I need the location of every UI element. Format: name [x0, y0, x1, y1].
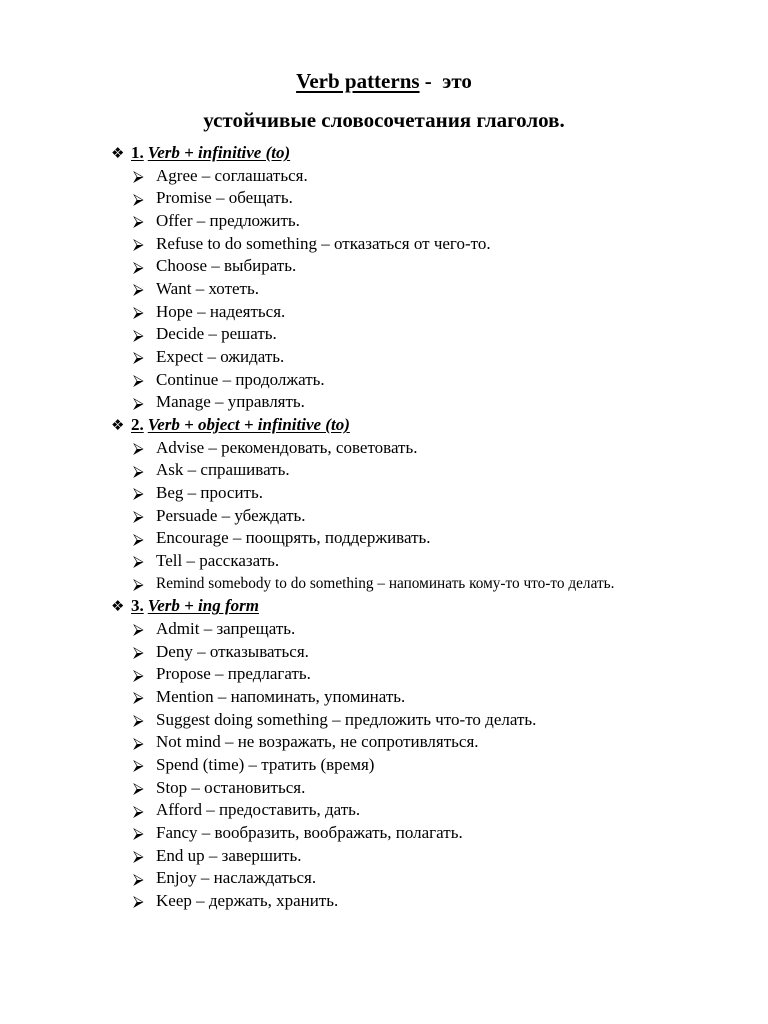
list-item	[111, 618, 751, 641]
list-item-text: Mention – напоминать, упоминать.	[156, 686, 406, 706]
arrow-bullet-icon: ⮚	[133, 506, 144, 525]
arrow-bullet-icon: ⮚	[133, 280, 144, 299]
section-title: Verb + object + infinitive (to)	[147, 415, 350, 435]
arrow-bullet-icon: ⮚	[133, 733, 144, 752]
list-item	[111, 323, 751, 346]
list-item	[111, 686, 751, 709]
list-item	[111, 641, 751, 664]
list-item-text: Keep – держать, хранить.	[156, 891, 339, 911]
list-item	[111, 845, 751, 868]
page-subtitle: устойчивые словосочетания глаголов.	[203, 108, 565, 132]
list-item	[111, 573, 751, 596]
list-item-text: Stop – остановиться.	[156, 777, 306, 797]
section-number: 2.	[131, 415, 144, 435]
list-item-text: Enjoy – наслаждаться.	[156, 868, 317, 888]
list-item-text: Want – хотеть.	[156, 278, 259, 298]
list-item	[111, 822, 751, 845]
list-item	[111, 210, 751, 233]
list-item-text: End up – завершить.	[156, 845, 302, 865]
list-item-text: Advise – рекомендовать, советовать.	[156, 437, 418, 457]
section-number: 3.	[131, 596, 144, 616]
list-item-text: Choose – выбирать.	[156, 256, 297, 276]
diamond-bullet-icon: ❖	[111, 597, 125, 616]
list-item	[111, 799, 751, 822]
list-item	[111, 482, 751, 505]
arrow-bullet-icon: ⮚	[133, 665, 144, 684]
diamond-bullet-icon: ❖	[111, 144, 125, 162]
section-heading	[111, 595, 751, 618]
list-item-text: Remind somebody to do something – напоминать кому-то что-то делать.	[156, 574, 615, 592]
arrow-bullet-icon: ⮚	[133, 642, 144, 661]
list-item-text: Decide – решать.	[156, 324, 277, 344]
list-item-text: Manage – управлять.	[156, 392, 305, 412]
arrow-bullet-icon: ⮚	[133, 779, 144, 798]
title-term: Verb patterns	[296, 69, 420, 93]
list-item-text: Agree – соглашаться.	[156, 165, 308, 185]
list-item	[111, 505, 751, 528]
arrow-bullet-icon: ⮚	[133, 166, 144, 185]
list-item-text: Not mind – не возражать, не сопротивляться.	[156, 732, 479, 752]
arrow-bullet-icon: ⮚	[133, 438, 144, 457]
arrow-bullet-icon: ⮚	[133, 847, 144, 866]
arrow-bullet-icon: ⮚	[133, 348, 144, 367]
arrow-bullet-icon: ⮚	[133, 484, 144, 503]
list-item	[111, 165, 751, 188]
list-item	[111, 754, 751, 777]
verb-pattern-list	[111, 142, 751, 913]
arrow-bullet-icon: ⮚	[133, 325, 144, 344]
list-item-text: Ask – спрашивать.	[156, 460, 290, 480]
list-item	[111, 255, 751, 278]
list-item-text: Suggest doing something – предложить что-то делать.	[156, 709, 537, 729]
list-item	[111, 391, 751, 414]
list-item-text: Spend (time) – тратить (время)	[156, 755, 375, 774]
list-item-text: Propose – предлагать.	[156, 664, 311, 684]
list-item	[111, 301, 751, 324]
list-item-text: Continue – продолжать.	[156, 369, 325, 389]
list-item-text: Persuade – убеждать.	[156, 505, 306, 525]
arrow-bullet-icon: ⮚	[133, 393, 144, 412]
arrow-bullet-icon: ⮚	[133, 529, 144, 548]
arrow-bullet-icon: ⮚	[133, 801, 144, 820]
list-item-text: Admit – запрещать.	[156, 618, 296, 638]
arrow-bullet-icon: ⮚	[133, 824, 144, 843]
list-item	[111, 233, 751, 256]
list-item-text: Offer – предложить.	[156, 210, 300, 230]
arrow-bullet-icon: ⮚	[133, 371, 144, 390]
arrow-bullet-icon: ⮚	[133, 756, 144, 775]
list-item	[111, 346, 751, 369]
list-item-text: Deny – отказываться.	[156, 641, 309, 661]
arrow-bullet-icon: ⮚	[133, 257, 144, 276]
arrow-bullet-icon: ⮚	[133, 620, 144, 639]
diamond-bullet-icon: ❖	[111, 416, 125, 435]
list-item	[111, 867, 751, 890]
list-item	[111, 777, 751, 800]
arrow-bullet-icon: ⮚	[133, 234, 144, 253]
arrow-bullet-icon: ⮚	[133, 461, 144, 480]
section-number: 1.	[131, 143, 144, 162]
list-item	[111, 663, 751, 686]
list-item	[111, 369, 751, 392]
arrow-bullet-icon: ⮚	[133, 575, 144, 594]
list-item	[111, 527, 751, 550]
list-item-text: Beg – просить.	[156, 482, 263, 502]
list-item-text: Encourage – поощрять, поддерживать.	[156, 528, 431, 548]
list-item	[111, 550, 751, 573]
list-item	[111, 459, 751, 482]
list-item-text: Expect – ожидать.	[156, 347, 285, 366]
list-item-text: Hope – надеяться.	[156, 301, 286, 321]
list-item	[111, 731, 751, 754]
arrow-bullet-icon: ⮚	[133, 688, 144, 707]
list-item	[111, 187, 751, 210]
list-item	[111, 437, 751, 460]
section-heading	[111, 142, 751, 165]
list-item-text: Afford – предоставить, дать.	[156, 800, 361, 820]
list-item-text: Promise – обещать.	[156, 188, 293, 208]
arrow-bullet-icon: ⮚	[133, 710, 144, 729]
arrow-bullet-icon: ⮚	[133, 552, 144, 571]
arrow-bullet-icon: ⮚	[133, 302, 144, 321]
title-rest: - это	[419, 69, 472, 93]
section-title: Verb + ing form	[147, 596, 259, 616]
list-item-text: Fancy – вообразить, воображать, полагать.	[156, 823, 463, 843]
section-heading	[111, 414, 751, 437]
arrow-bullet-icon: ⮚	[133, 869, 144, 888]
arrow-bullet-icon: ⮚	[133, 212, 144, 231]
list-item	[111, 278, 751, 301]
list-item	[111, 890, 751, 913]
arrow-bullet-icon: ⮚	[133, 892, 144, 911]
section-title: Verb + infinitive (to)	[147, 143, 291, 162]
list-item	[111, 709, 751, 732]
arrow-bullet-icon: ⮚	[133, 189, 144, 208]
list-item-text: Tell – рассказать.	[156, 551, 280, 570]
list-item-text: Refuse to do something – отказаться от чего-то.	[156, 233, 491, 253]
page-title	[0, 68, 768, 94]
